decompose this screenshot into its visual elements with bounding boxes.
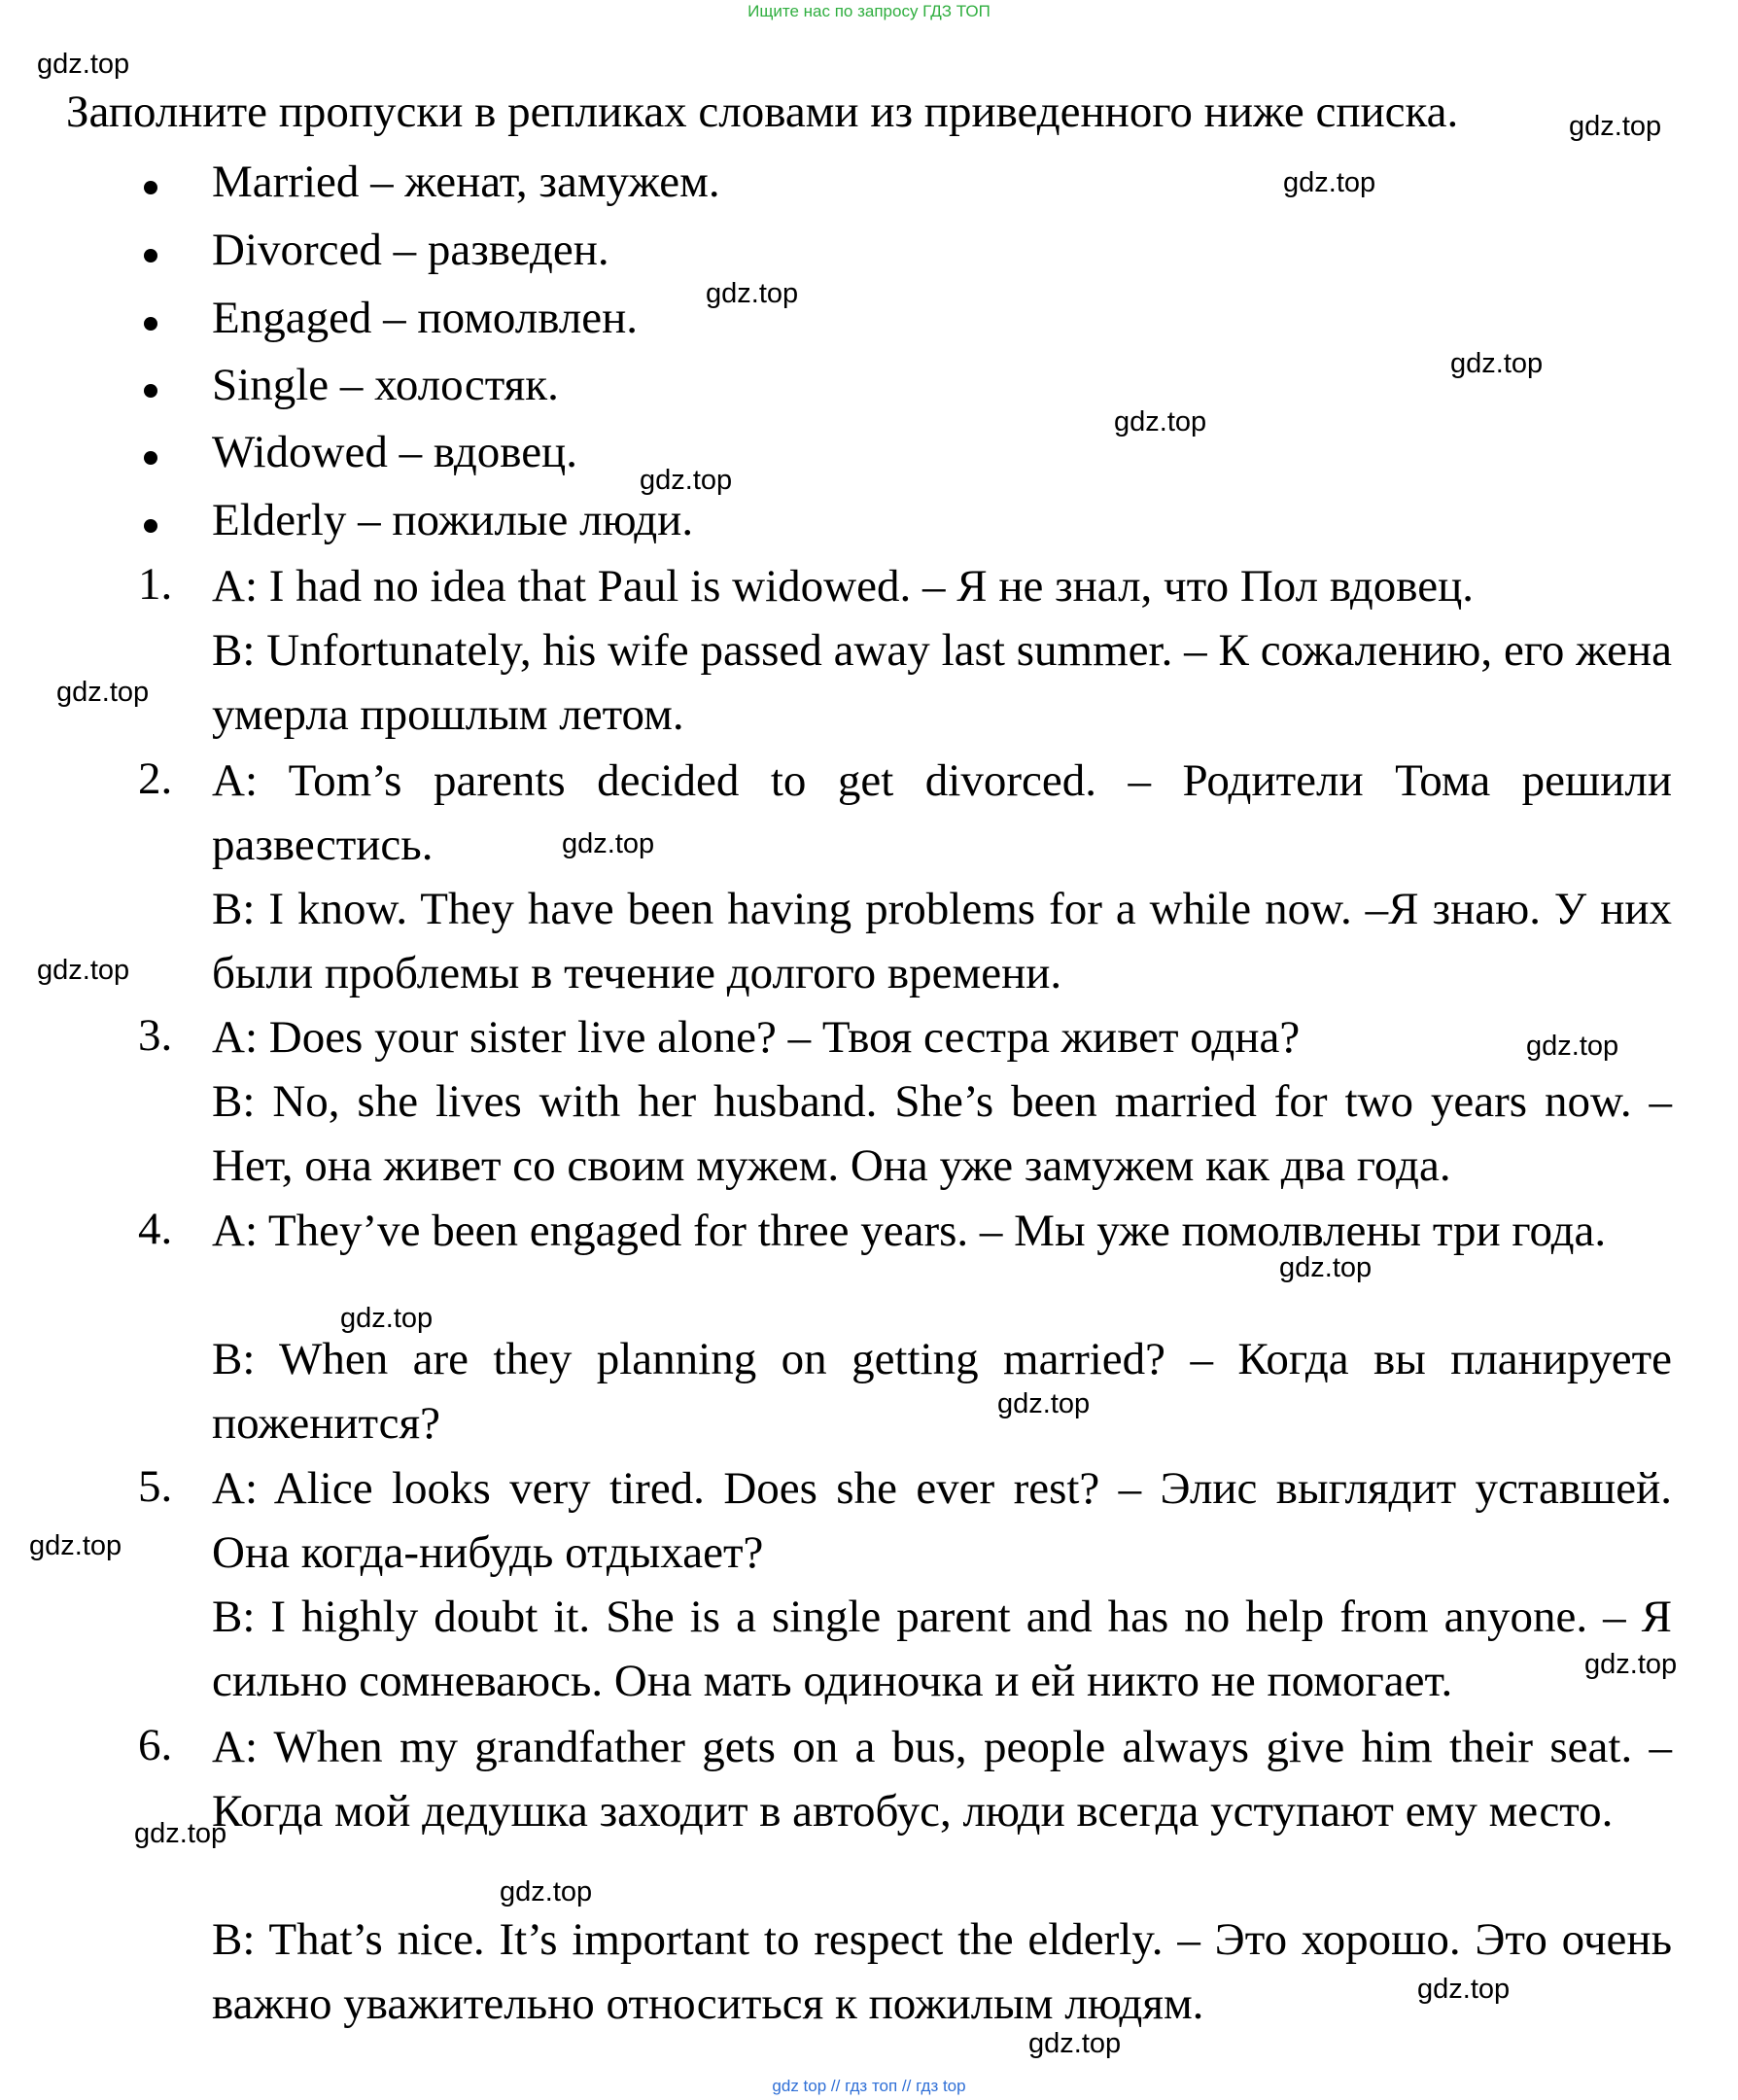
bullet-icon <box>144 317 157 331</box>
watermark: gdz.top <box>1279 1252 1373 1283</box>
dialogue-line-a: A: When my grandfather gets on a bus, people always give him their seat. – Когда мой дедушка заходит в автобус, люди всегда уступают ему место. <box>212 1722 1672 1837</box>
watermark: gdz.top <box>340 1303 434 1334</box>
bullet-icon <box>144 181 157 194</box>
watermark: gdz.top <box>29 1530 122 1561</box>
watermark: gdz.top <box>134 1818 227 1849</box>
watermark: gdz.top <box>1526 1031 1619 1062</box>
dialogue-line-b: B: I highly doubt it. She is a single parent and has no help from anyone. – Я сильно сомневаюсь. Она мать одиночка и ей никто не помогает. <box>212 1592 1672 1706</box>
watermark: gdz.top <box>1114 406 1207 438</box>
dialogue-line-a: A: Does your sister live alone? – Твоя сестра живет одна? <box>212 1012 1301 1063</box>
watermark: gdz.top <box>37 49 130 80</box>
dialogue-number: 6. <box>138 1720 173 1770</box>
dialogue-line-b: B: No, she lives with her husband. She’s been married for two years now. – Нет, она живет со своим мужем. Она уже замужем как два года. <box>212 1076 1672 1191</box>
bullet-icon <box>144 384 157 398</box>
bullet-icon <box>144 451 157 465</box>
dialogue-line-a: A: Alice looks very tired. Does she ever rest? – Элис выглядит уставшей. Она когда-нибудь отдыхает? <box>212 1463 1672 1578</box>
dialogue-line-b: B: That’s nice. It’s important to respect the elderly. – Это хорошо. Это очень важно уважительно относиться к пожилым людям. <box>212 1914 1672 2029</box>
watermark: gdz.top <box>1450 348 1544 379</box>
dialogue-number: 1. <box>138 559 173 610</box>
page-title: Заполните пропуски в репликах словами из приведенного ниже списка. <box>66 87 1459 137</box>
top-banner: Ищите нас по запросу ГДЗ ТОП <box>747 2 991 20</box>
dialogue-number: 4. <box>138 1204 173 1254</box>
bullet-icon <box>144 249 157 262</box>
watermark: gdz.top <box>56 677 150 708</box>
dialogue-line-b: B: I know. They have been having problems for a while now. –Я знаю. У них были проблемы в течение долгого времени. <box>212 884 1672 998</box>
dialogue-line-b: B: When are they planning on getting married? – Когда вы планируете поженится? <box>212 1334 1672 1449</box>
bullet-icon <box>144 519 157 533</box>
watermark: gdz.top <box>1584 1649 1678 1680</box>
watermark: gdz.top <box>562 828 655 859</box>
watermark: gdz.top <box>1569 111 1662 142</box>
dialogue-number: 2. <box>138 753 173 804</box>
watermark: gdz.top <box>1283 167 1376 198</box>
bottom-banner: gdz top // гдз топ // гдз top <box>772 2077 966 2095</box>
watermark: gdz.top <box>1417 1974 1511 2005</box>
watermark: gdz.top <box>500 1876 593 1908</box>
watermark: gdz.top <box>997 1388 1091 1419</box>
watermark: gdz.top <box>1028 2028 1122 2059</box>
watermark: gdz.top <box>640 465 733 496</box>
dialogue-number: 3. <box>138 1010 173 1061</box>
dialogue-line-a: A: Tom’s parents decided to get divorced. – Родители Тома решили развестись. <box>212 755 1672 870</box>
watermark: gdz.top <box>706 278 799 309</box>
dialogue-number: 5. <box>138 1461 173 1512</box>
dialogue-line-a: A: They’ve been engaged for three years. – Мы уже помолвлены три года. <box>212 1206 1607 1256</box>
dialogue-line-a: A: I had no idea that Paul is widowed. – Я не знал, что Пол вдовец. <box>212 561 1474 612</box>
watermark: gdz.top <box>37 955 130 986</box>
dialogue-line-b: B: Unfortunately, his wife passed away last summer. – К сожалению, его жена умерла прошлым летом. <box>212 625 1672 740</box>
